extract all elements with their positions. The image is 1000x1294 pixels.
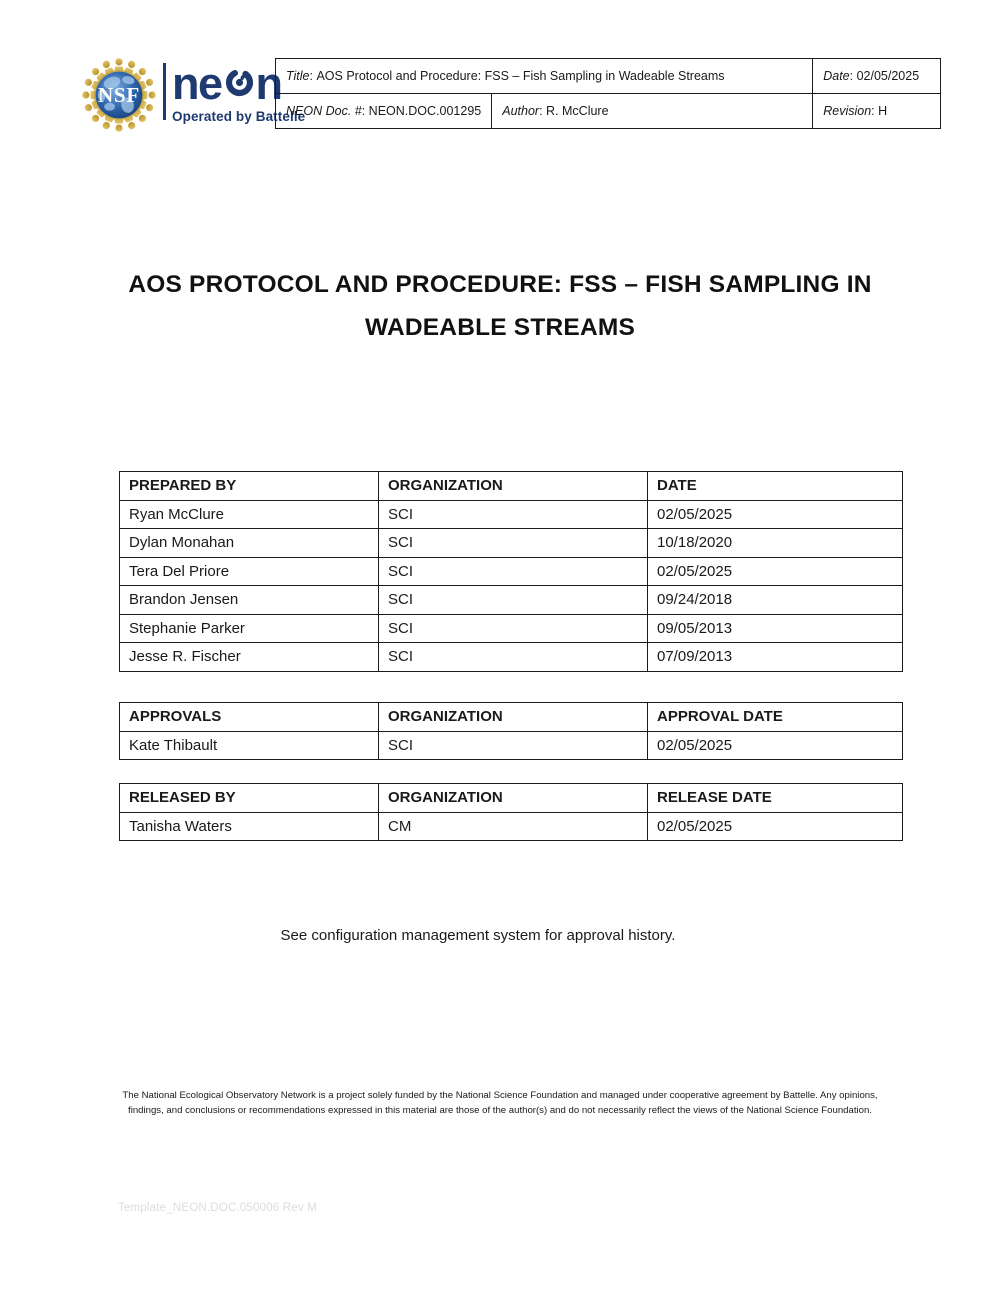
doc-number-value: NEON.DOC.001295 <box>368 104 482 118</box>
approver-org: SCI <box>379 731 648 760</box>
neon-tagline: Operated by Battelle <box>172 109 306 124</box>
table-header-row <box>120 703 903 732</box>
table-row <box>120 529 903 558</box>
doc-title-label: Title : <box>286 69 316 83</box>
doc-number-cell <box>276 94 492 129</box>
doc-number-label: NEON Doc. # : <box>286 104 369 118</box>
doc-revision-cell <box>813 94 941 129</box>
table-row <box>120 731 903 760</box>
preparer-org: SCI <box>379 643 648 672</box>
preparer-date: 07/09/2013 <box>648 643 903 672</box>
approver-name: Kate Thibault <box>120 731 379 760</box>
preparer-org: SCI <box>379 586 648 615</box>
preparer-name: Dylan Monahan <box>120 529 379 558</box>
doc-date-label: Date : <box>823 69 856 83</box>
table-row <box>120 643 903 672</box>
nsf-logo-icon <box>80 56 158 134</box>
releaser-name: Tanisha Waters <box>120 812 379 841</box>
logo-separator <box>163 63 166 120</box>
neon-wordmark-left: ne <box>172 58 222 109</box>
preparer-date: 09/24/2018 <box>648 586 903 615</box>
logo-block <box>80 56 305 134</box>
preparer-name: Jesse R. Fischer <box>120 643 379 672</box>
approval-date-header: APPROVAL DATE <box>648 703 903 732</box>
page-title: AOS PROTOCOL AND PROCEDURE: FSS – FISH SAMPLING IN WADEABLE STREAMS <box>128 271 872 341</box>
table-header-row <box>120 784 903 813</box>
doc-date-value: 02/05/2025 <box>856 69 920 83</box>
release-date-header: RELEASE DATE <box>648 784 903 813</box>
date-header: DATE <box>648 472 903 501</box>
released-by-table <box>119 783 903 841</box>
preparer-date: 02/05/2025 <box>648 500 903 529</box>
doc-header-row-2 <box>276 94 941 129</box>
preparer-name: Stephanie Parker <box>120 614 379 643</box>
approvals-table <box>119 702 903 760</box>
template-revision-note: Template_NEON.DOC.050006 Rev M <box>118 1202 318 1214</box>
doc-header-table <box>275 58 941 129</box>
doc-title-cell <box>276 59 813 94</box>
organization-header: ORGANIZATION <box>379 784 648 813</box>
neon-swirl-o-icon <box>224 67 255 98</box>
doc-title-value: AOS Protocol and Procedure: FSS – Fish Sampling in Wadeable Streams <box>316 69 725 83</box>
preparer-name: Brandon Jensen <box>120 586 379 615</box>
config-management-note: See configuration management system for approval history. <box>280 927 676 944</box>
table-row <box>120 812 903 841</box>
doc-revision-value: H <box>878 104 888 118</box>
table-row <box>120 557 903 586</box>
table-row <box>120 500 903 529</box>
preparer-org: SCI <box>379 500 648 529</box>
approvals-header: APPROVALS <box>120 703 379 732</box>
preparer-org: SCI <box>379 614 648 643</box>
organization-header: ORGANIZATION <box>379 703 648 732</box>
table-row <box>120 586 903 615</box>
organization-header: ORGANIZATION <box>379 472 648 501</box>
table-row <box>120 614 903 643</box>
releaser-org: CM <box>379 812 648 841</box>
table-header-row <box>120 472 903 501</box>
doc-header-row-1 <box>276 59 941 94</box>
release-date: 02/05/2025 <box>648 812 903 841</box>
preparer-date: 10/18/2020 <box>648 529 903 558</box>
nsf-acronym-text: NSF <box>97 83 141 108</box>
preparer-name: Tera Del Priore <box>120 557 379 586</box>
preparer-date: 09/05/2013 <box>648 614 903 643</box>
doc-author-value: R. McClure <box>546 104 609 118</box>
preparer-date: 02/05/2025 <box>648 557 903 586</box>
prepared-by-header: PREPARED BY <box>120 472 379 501</box>
neon-wordmark-right: n <box>255 58 282 109</box>
approval-date: 02/05/2025 <box>648 731 903 760</box>
preparer-name: Ryan McClure <box>120 500 379 529</box>
doc-date-cell <box>813 59 941 94</box>
prepared-by-table <box>119 471 903 672</box>
preparer-org: SCI <box>379 557 648 586</box>
doc-author-cell <box>492 94 813 129</box>
doc-revision-label: Revision : <box>823 104 878 118</box>
released-by-header: RELEASED BY <box>120 784 379 813</box>
funding-disclaimer: The National Ecological Observatory Network is a project solely funded by the National Science Foundation and managed under cooperative agreement by Battelle. Any opinions, findings, and conclusions or recommendations expressed in this material are those of the author(s) and do not necessarily reflect the views of the National Science Foundation. <box>122 1090 878 1116</box>
preparer-org: SCI <box>379 529 648 558</box>
doc-author-label: Author : <box>502 104 546 118</box>
